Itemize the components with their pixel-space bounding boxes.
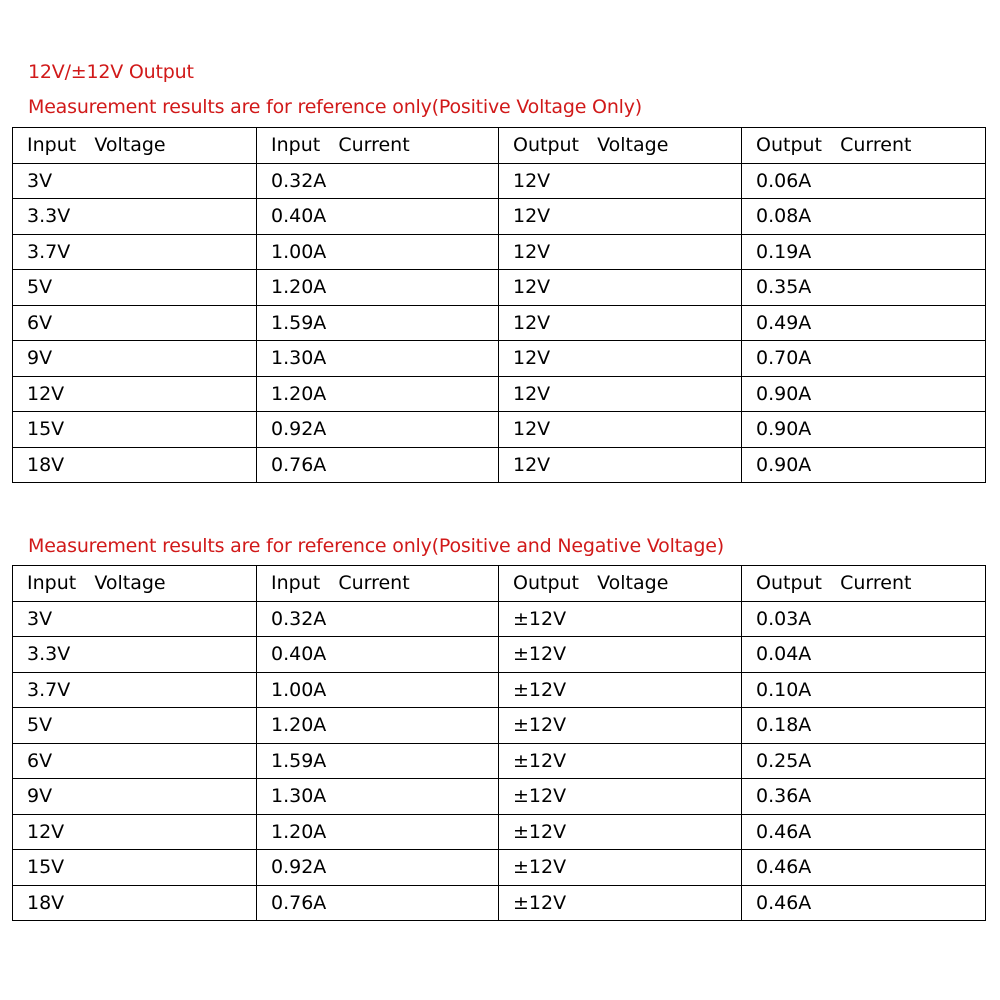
cell-input-current: 0.32A [257,163,499,199]
cell-input-voltage: 6V [13,743,257,779]
table-row [13,412,986,448]
cell-output-current: 0.70A [742,341,986,377]
cell-input-current: 0.92A [257,412,499,448]
cell-input-voltage: 3.3V [13,637,257,673]
column-header-input-voltage: Input Voltage [13,128,257,164]
cell-output-voltage: ±12V [499,601,742,637]
cell-output-voltage: ±12V [499,885,742,921]
cell-output-voltage: 12V [499,447,742,483]
table-header-row [13,128,986,164]
cell-output-voltage: 12V [499,376,742,412]
cell-input-voltage: 3.3V [13,199,257,235]
cell-output-voltage: 12V [499,234,742,270]
table-row [13,850,986,886]
cell-input-current: 1.59A [257,305,499,341]
cell-output-current: 0.03A [742,601,986,637]
cell-input-current: 1.20A [257,814,499,850]
table-row [13,672,986,708]
cell-output-current: 0.90A [742,447,986,483]
column-header-output-current: Output Current [742,128,986,164]
cell-output-voltage: 12V [499,341,742,377]
cell-input-current: 1.20A [257,270,499,306]
page-title: 12V/±12V Output [28,61,194,83]
cell-output-current: 0.49A [742,305,986,341]
cell-input-current: 1.00A [257,234,499,270]
cell-output-current: 0.46A [742,885,986,921]
cell-input-voltage: 9V [13,341,257,377]
cell-output-current: 0.04A [742,637,986,673]
cell-output-current: 0.90A [742,376,986,412]
cell-input-voltage: 15V [13,850,257,886]
cell-output-current: 0.10A [742,672,986,708]
measurement-table-positive [12,127,986,483]
table-row [13,447,986,483]
cell-output-voltage: 12V [499,412,742,448]
cell-input-current: 1.20A [257,708,499,744]
section-caption: Measurement results are for reference only(Positive Voltage Only) [28,96,642,118]
cell-input-current: 0.40A [257,199,499,235]
cell-input-current: 0.40A [257,637,499,673]
cell-output-current: 0.25A [742,743,986,779]
table-row [13,601,986,637]
cell-input-current: 1.30A [257,341,499,377]
cell-input-voltage: 18V [13,447,257,483]
table-row [13,305,986,341]
cell-output-current: 0.18A [742,708,986,744]
cell-input-voltage: 5V [13,708,257,744]
cell-output-voltage: ±12V [499,743,742,779]
cell-input-voltage: 3.7V [13,672,257,708]
cell-output-voltage: ±12V [499,708,742,744]
table-row [13,885,986,921]
cell-output-current: 0.36A [742,779,986,815]
cell-input-voltage: 3V [13,163,257,199]
cell-input-voltage: 18V [13,885,257,921]
table-row [13,234,986,270]
cell-output-voltage: ±12V [499,850,742,886]
cell-input-current: 0.92A [257,850,499,886]
cell-output-current: 0.46A [742,814,986,850]
cell-input-voltage: 3V [13,601,257,637]
cell-output-voltage: ±12V [499,637,742,673]
cell-output-voltage: 12V [499,163,742,199]
cell-input-current: 0.32A [257,601,499,637]
cell-input-current: 1.00A [257,672,499,708]
table-row [13,779,986,815]
cell-input-voltage: 12V [13,376,257,412]
cell-input-voltage: 6V [13,305,257,341]
table-row [13,708,986,744]
cell-output-current: 0.35A [742,270,986,306]
cell-output-current: 0.06A [742,163,986,199]
table-row [13,743,986,779]
cell-input-current: 1.59A [257,743,499,779]
measurement-table-positive-negative [12,565,986,921]
table-row [13,270,986,306]
cell-input-current: 1.20A [257,376,499,412]
cell-output-voltage: ±12V [499,779,742,815]
cell-output-voltage: ±12V [499,672,742,708]
cell-input-current: 0.76A [257,885,499,921]
cell-output-current: 0.90A [742,412,986,448]
column-header-output-voltage: Output Voltage [499,128,742,164]
table-row [13,199,986,235]
column-header-input-voltage: Input Voltage [13,566,257,602]
table-header-row [13,566,986,602]
cell-output-voltage: ±12V [499,814,742,850]
cell-input-voltage: 3.7V [13,234,257,270]
cell-output-current: 0.08A [742,199,986,235]
cell-input-current: 1.30A [257,779,499,815]
table-row [13,637,986,673]
table-row [13,376,986,412]
table-row [13,163,986,199]
column-header-input-current: Input Current [257,128,499,164]
column-header-output-current: Output Current [742,566,986,602]
table-row [13,814,986,850]
table-row [13,341,986,377]
cell-input-voltage: 9V [13,779,257,815]
cell-output-current: 0.46A [742,850,986,886]
cell-input-voltage: 5V [13,270,257,306]
column-header-output-voltage: Output Voltage [499,566,742,602]
cell-output-current: 0.19A [742,234,986,270]
cell-output-voltage: 12V [499,305,742,341]
cell-output-voltage: 12V [499,270,742,306]
column-header-input-current: Input Current [257,566,499,602]
section-caption: Measurement results are for reference only(Positive and Negative Voltage) [28,535,724,557]
cell-input-voltage: 15V [13,412,257,448]
cell-input-voltage: 12V [13,814,257,850]
cell-input-current: 0.76A [257,447,499,483]
cell-output-voltage: 12V [499,199,742,235]
